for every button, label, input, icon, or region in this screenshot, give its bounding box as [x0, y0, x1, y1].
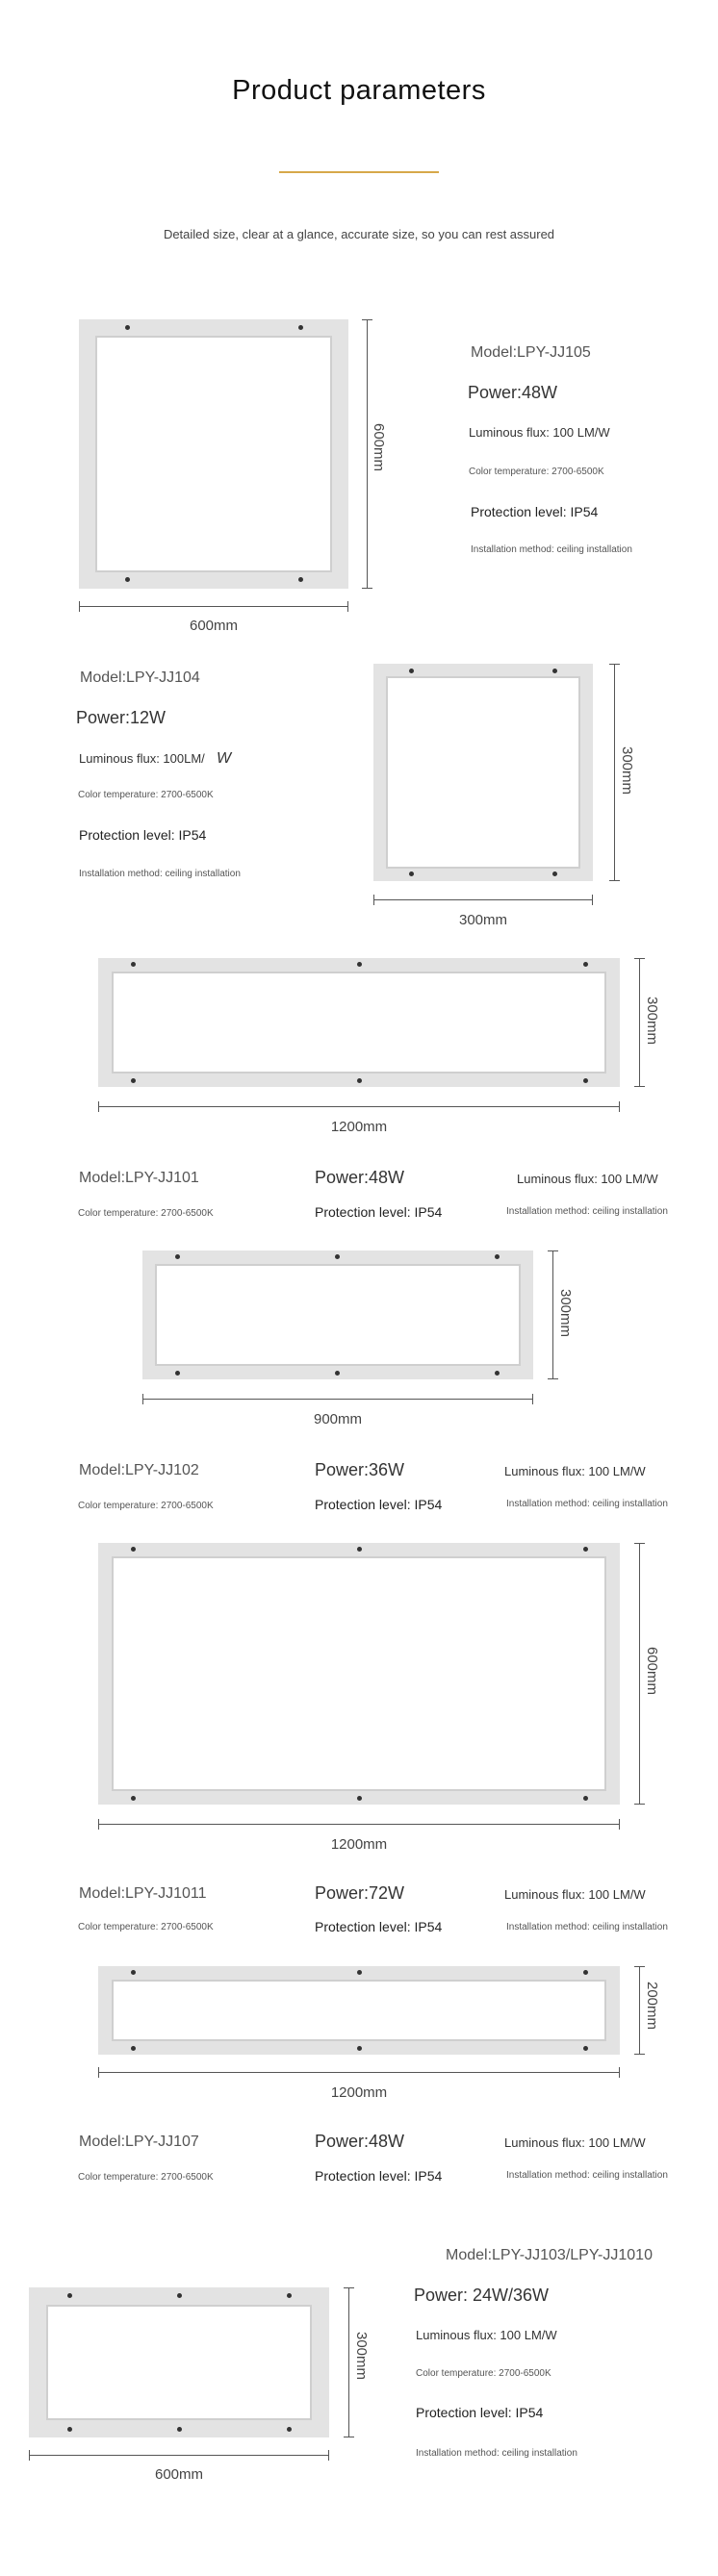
installation-text: Installation method: ceiling installation — [506, 1206, 668, 1217]
height-label: 300mm — [353, 2332, 370, 2381]
height-dimension-line — [348, 2287, 349, 2437]
width-label: 1200mm — [330, 2084, 388, 2101]
installation-text: Installation method: ceiling installation — [506, 1922, 668, 1932]
height-dimension-line — [639, 1966, 640, 2055]
width-dimension-line — [98, 1824, 620, 1825]
height-label: 600mm — [644, 1647, 660, 1696]
height-dimension-line — [367, 319, 368, 589]
color-temperature-text: Color temperature: 2700-6500K — [78, 1208, 214, 1219]
protection-text: Protection level: IP54 — [315, 1497, 443, 1512]
installation-text: Installation method: ceiling installation — [506, 1499, 668, 1509]
color-temperature-text: Color temperature: 2700-6500K — [78, 1922, 214, 1932]
width-dimension-line — [142, 1399, 533, 1400]
color-temperature-text: Color temperature: 2700-6500K — [78, 2172, 214, 2183]
model-text: Model:LPY-JJ101 — [79, 1170, 199, 1186]
installation-text: Installation method: ceiling installation — [416, 2448, 577, 2459]
height-label: 300mm — [619, 746, 635, 796]
width-label: 300mm — [458, 912, 508, 928]
panel-drawing-jj101 — [98, 958, 620, 1087]
flux-text: Luminous flux: 100 LM/W — [504, 1887, 646, 1902]
power-text: Power:12W — [76, 708, 167, 727]
height-label: 300mm — [557, 1289, 574, 1338]
width-label: 1200mm — [330, 1119, 388, 1135]
flux-unit-fragment: W — [217, 750, 232, 767]
panel-drawing-jj105 — [79, 319, 348, 589]
color-temperature-text: Color temperature: 2700-6500K — [78, 790, 214, 800]
width-label: 600mm — [154, 2466, 204, 2483]
installation-text: Installation method: ceiling installation — [79, 869, 241, 879]
width-dimension-line — [79, 606, 348, 607]
page-subtitle: Detailed size, clear at a glance, accurate size, so you can rest assured — [163, 227, 555, 241]
height-dimension-line — [614, 664, 615, 881]
width-dimension-line — [29, 2455, 329, 2456]
panel-drawing-jj103 — [29, 2287, 329, 2437]
power-text: Power:48W — [468, 383, 558, 402]
title-divider — [279, 171, 439, 173]
width-label: 600mm — [189, 618, 239, 634]
color-temperature-text: Color temperature: 2700-6500K — [78, 1501, 214, 1511]
height-dimension-line — [639, 1543, 640, 1805]
power-text: Power:48W — [315, 1168, 405, 1187]
color-temperature-text: Color temperature: 2700-6500K — [469, 467, 604, 477]
width-dimension-line — [373, 899, 593, 900]
flux-text: Luminous flux: 100LM/ — [79, 751, 205, 766]
model-text: Model:LPY-JJ103/LPY-JJ1010 — [446, 2247, 653, 2263]
power-text: Power:48W — [315, 2132, 405, 2151]
flux-text: Luminous flux: 100 LM/W — [504, 2135, 646, 2150]
page-title: Product parameters — [232, 75, 486, 106]
installation-text: Installation method: ceiling installation — [506, 2170, 668, 2181]
width-label: 1200mm — [330, 1836, 388, 1853]
flux-text: Luminous flux: 100 LM/W — [416, 2328, 557, 2342]
panel-drawing-jj102 — [142, 1250, 533, 1379]
protection-text: Protection level: IP54 — [416, 2405, 544, 2420]
flux-text: Luminous flux: 100 LM/W — [517, 1172, 658, 1186]
model-text: Model:LPY-JJ104 — [80, 669, 200, 686]
protection-text: Protection level: IP54 — [471, 504, 599, 519]
height-label: 600mm — [371, 423, 387, 472]
height-label: 300mm — [644, 997, 660, 1046]
flux-text: Luminous flux: 100 LM/W — [469, 425, 610, 440]
model-text: Model:LPY-JJ107 — [79, 2134, 199, 2150]
width-dimension-line — [98, 2072, 620, 2073]
flux-text: Luminous flux: 100 LM/W — [504, 1464, 646, 1478]
protection-text: Protection level: IP54 — [315, 1204, 443, 1220]
height-label: 200mm — [644, 1982, 660, 2031]
model-text: Model:LPY-JJ105 — [471, 344, 591, 361]
protection-text: Protection level: IP54 — [315, 2168, 443, 2184]
protection-text: Protection level: IP54 — [315, 1919, 443, 1934]
panel-drawing-jj104 — [373, 664, 593, 881]
power-text: Power:36W — [315, 1460, 405, 1479]
installation-text: Installation method: ceiling installation — [471, 544, 632, 555]
panel-drawing-jj1011 — [98, 1543, 620, 1805]
panel-drawing-jj107 — [98, 1966, 620, 2055]
height-dimension-line — [552, 1250, 553, 1379]
color-temperature-text: Color temperature: 2700-6500K — [416, 2368, 551, 2379]
power-text: Power: 24W/36W — [414, 2286, 550, 2305]
height-dimension-line — [639, 958, 640, 1087]
protection-text: Protection level: IP54 — [79, 827, 207, 843]
model-text: Model:LPY-JJ102 — [79, 1462, 199, 1478]
width-dimension-line — [98, 1106, 620, 1107]
model-text: Model:LPY-JJ1011 — [79, 1885, 207, 1902]
power-text: Power:72W — [315, 1883, 405, 1903]
width-label: 900mm — [313, 1411, 363, 1427]
